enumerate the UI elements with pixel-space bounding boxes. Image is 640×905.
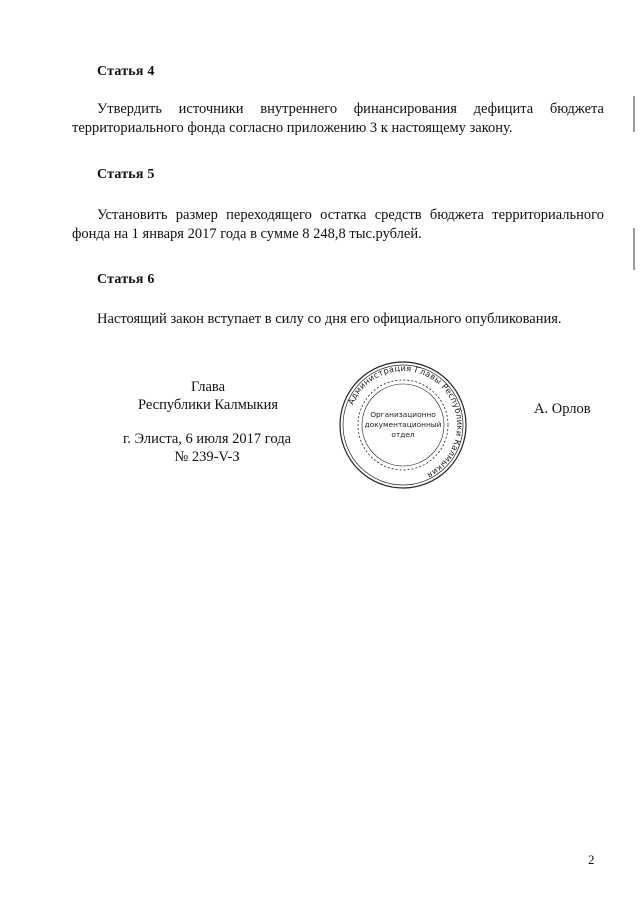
article-5-line-1: Установить размер переходящего остатка средств бюджета территориального (97, 207, 604, 223)
article-5-heading: Статья 5 (97, 167, 155, 182)
signatory-title (108, 378, 308, 414)
law-number: № 239-V-З (174, 449, 240, 465)
article-5-line-2: фонда на 1 января 2017 года в сумме 8 248,8 тыс.рублей. (72, 226, 422, 242)
signatory-name: А. Орлов (534, 401, 591, 417)
article-6-text (72, 310, 604, 329)
article-6-line-1: Настоящий закон вступает в силу со дня его официального опубликования. (97, 311, 562, 327)
article-4-heading: Статья 4 (97, 64, 155, 79)
seal-outer-text: Администрация Главы Республики Калмыкия (345, 362, 466, 481)
signatory-title-line-1: Глава (190, 379, 226, 395)
seal-inner-line-2: документационный (364, 420, 442, 429)
place-date-block (104, 430, 310, 466)
seal-inner-line-1: Организационно (370, 410, 436, 419)
official-seal-stamp (337, 359, 469, 491)
place-date: г. Элиста, 6 июля 2017 года (122, 431, 292, 447)
article-6-heading: Статья 6 (97, 272, 155, 287)
page-number: 2 (588, 852, 595, 867)
scan-edge-mark (633, 96, 635, 132)
signatory-title-line-2: Республики Калмыкия (137, 397, 279, 413)
seal-inner-line-3: отдел (391, 430, 415, 439)
article-4-text (72, 100, 604, 138)
article-5-text (72, 206, 604, 244)
scan-edge-mark (633, 228, 635, 270)
article-4-line-1: Утвердить источники внутреннего финансирования дефицита бюджета (97, 101, 604, 117)
article-4-line-2: территориального фонда согласно приложению 3 к настоящему закону. (72, 120, 513, 136)
